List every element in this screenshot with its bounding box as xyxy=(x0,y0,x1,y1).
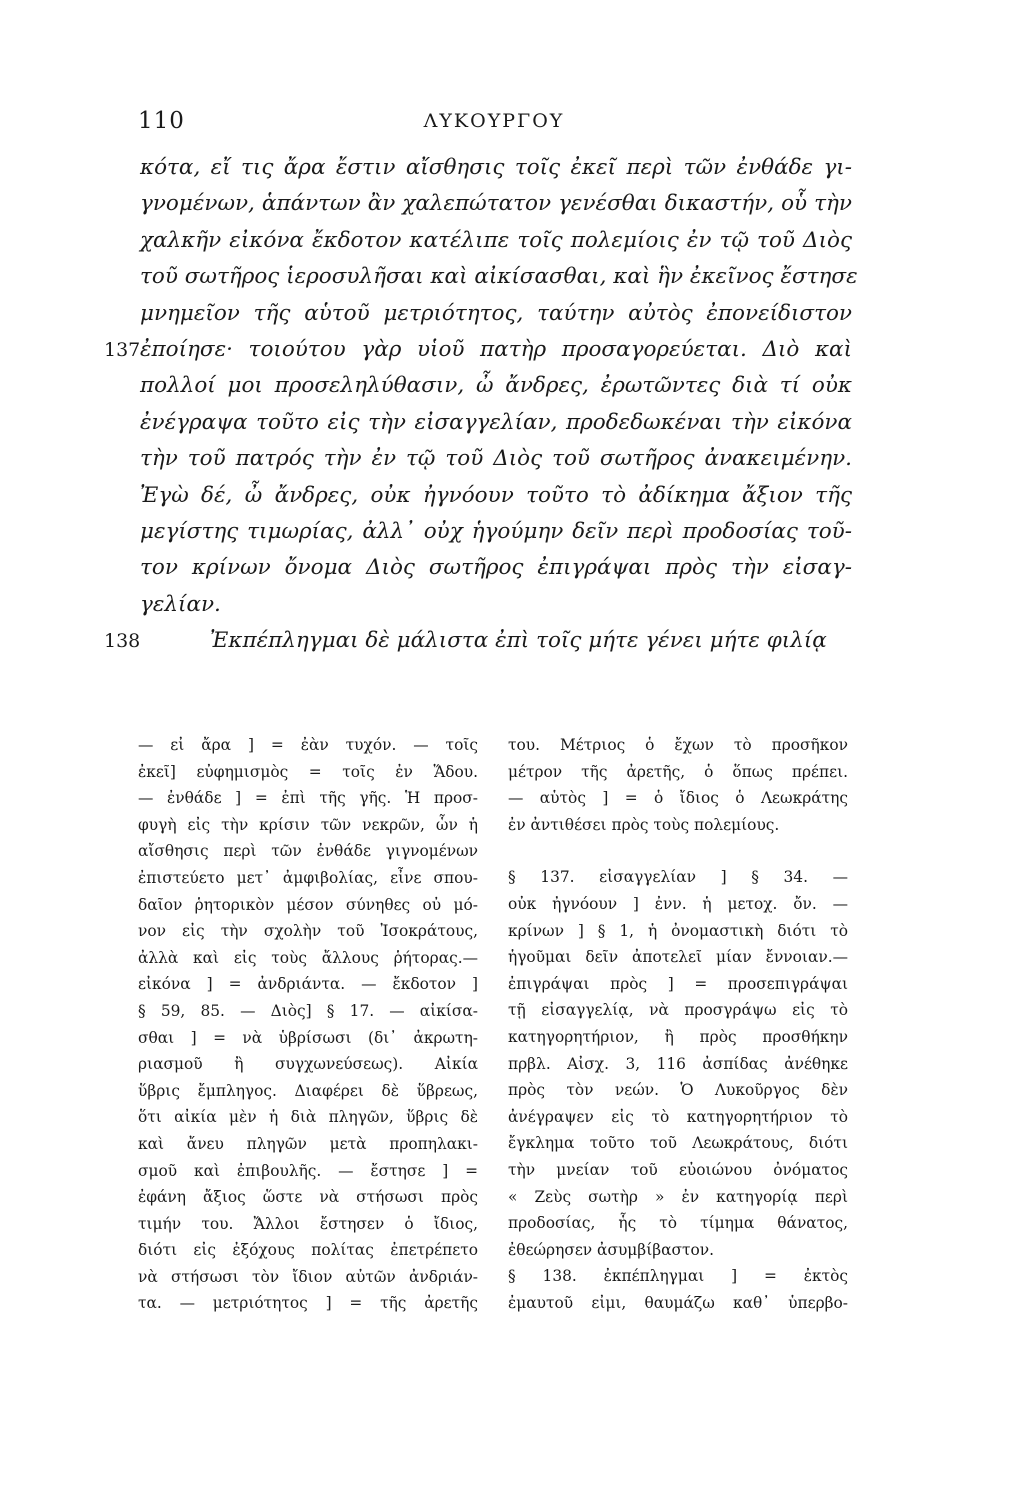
text-line: τὴν τοῦ πατρός τὴν ἐν τῷ τοῦ Διὸς τοῦ σωτῆρος ἀνακειμένην. xyxy=(140,446,852,472)
note-line: — αὑτὸς ] = ὁ ἴδιος ὁ Λεωκράτης xyxy=(508,789,848,808)
text-line-with-marker xyxy=(104,332,852,368)
text-line-content: ἐποίησε· τοιούτου γὰρ υἱοῦ πατὴρ προσαγορεύεται. Διὸ καὶ xyxy=(140,336,852,362)
note-line: ἐθεώρησεν ἀσυμβίβαστον. xyxy=(508,1240,715,1259)
text-line: τοῦ σωτῆρος ἱεροσυλῆσαι καὶ αἰκίσασθαι, καὶ ἣν ἐκεῖνος ἔστησε xyxy=(140,264,858,290)
note-line: ἐπιστεύετο μετ᾽ ἀμφιβολίας, εἶνε σπου- xyxy=(138,868,478,887)
note-line: ἐκεῖ] εὐφημισμὸς = τοῖς ἐν Ἅδου. xyxy=(138,762,478,781)
note-line: προδοσίας, ἧς τὸ τίμημα θάνατος, xyxy=(508,1214,848,1233)
text-line: τον κρίνων ὄνομα Διὸς σωτῆρος ἐπιγράψαι πρὸς τὴν εἰσαγ- xyxy=(140,555,852,581)
note-line: οὐκ ἠγνόουν ] ἐνν. ἡ μετοχ. ὄν. — xyxy=(508,894,848,913)
note-line: τα. — μετριότητος ] = τῆς ἀρετῆς xyxy=(138,1294,478,1313)
note-line: πρὸς τὸν νεών. Ὁ Λυκοῦργος δὲν xyxy=(508,1081,848,1100)
note-line: ἔγκλημα τοῦτο τοῦ Λεωκράτους, διότι xyxy=(508,1134,848,1153)
running-title: ΛΥΚΟΥΡΓΟΥ xyxy=(423,110,565,132)
text-line: γνομένων, ἁπάντων ἂν χαλεπώτατον γενέσθαι δικαστήν, οὗ τὴν xyxy=(140,191,852,217)
note-line: ἐν ἀντιθέσει πρὸς τοὺς πολεμίους. xyxy=(508,815,780,834)
note-line: ὕβρις ἔμπληγος. Διαφέρει δὲ ὕβρεως, xyxy=(138,1081,478,1100)
note-line: δαῖον ῥητορικὸν μέσον σύνηθες οὐ μό- xyxy=(138,895,478,914)
note-line: ἐφάνη ἄξιος ὥστε νὰ στήσωσι πρὸς xyxy=(138,1188,478,1207)
page-header xyxy=(138,108,850,138)
note-line: νον εἰς τὴν σχολὴν τοῦ Ἰσοκράτους, xyxy=(138,922,478,941)
note-line: πρβλ. Αἰσχ. 3, 116 ἀσπίδας ἀνέθηκε xyxy=(508,1054,848,1073)
note-line: ριασμοῦ ἢ συγχωνεύσεως). Αἰκία xyxy=(138,1055,478,1074)
note-line: εἰκόνα ] = ἀνδριάντα. — ἔκδοτον ] xyxy=(138,975,478,994)
note-line: αἴσθησις περὶ τῶν ἐνθάδε γιγνομένων xyxy=(138,842,478,861)
note-line: ἡγοῦμαι δεῖν ἀποτελεῖ μίαν ἔννοιαν.— xyxy=(508,948,848,967)
text-line: ἐνέγραψα τοῦτο εἰς τὴν εἰσαγγελίαν, προδεδωκέναι τὴν εἰκόνα xyxy=(140,409,852,435)
note-line: μέτρον τῆς ἀρετῆς, ὁ ὅπως πρέπει. xyxy=(508,762,848,781)
note-line: σθαι ] = νὰ ὑβρίσωσι (δι᾽ ἀκρωτη- xyxy=(138,1028,478,1047)
notes-column-left xyxy=(138,732,478,1317)
text-line: πολλοί μοι προσεληλύθασιν, ὦ ἄνδρες, ἐρωτῶντες διὰ τί οὐκ xyxy=(140,373,852,399)
note-line: ἐπιγράψαι πρὸς ] = προσεπιγράψαι xyxy=(508,974,848,993)
text-line-content: Ἐκπέπληγμαι δὲ μάλιστα ἐπὶ τοῖς μήτε γένει μήτε φιλίᾳ xyxy=(210,628,827,654)
text-line: κότα, εἴ τις ἄρα ἔστιν αἴσθησις τοῖς ἐκεῖ περὶ τῶν ἐνθάδε γι- xyxy=(140,155,852,180)
text-line: μνημεῖον τῆς αὑτοῦ μετριότητος, ταύτην αὐτὸς ἐπονείδιστον xyxy=(140,300,852,326)
note-line: « Ζεὺς σωτὴρ » ἐν κατηγορίᾳ περὶ xyxy=(508,1187,848,1206)
note-line: κατηγορητήριον, ἢ πρὸς προσθήκην xyxy=(508,1027,848,1046)
section-marker-138: 138 xyxy=(104,630,141,653)
note-line: § 59, 85. — Διὸς] § 17. — αἰκίσα- xyxy=(138,1001,478,1020)
note-line: — εἰ ἄρα ] = ἐὰν τυχόν. — τοῖς xyxy=(138,736,478,754)
note-line: τὴν μνείαν τοῦ εὐοιώνου ὀνόματος xyxy=(508,1160,848,1179)
text-line: χαλκῆν εἰκόνα ἔκδοτον κατέλιπε τοῖς πολεμίοις ἐν τῷ τοῦ Διὸς xyxy=(140,227,852,253)
note-line: του. Μέτριος ὁ ἔχων τὸ προσῆκον xyxy=(508,736,848,754)
note-line: κρίνων ] § 1, ἡ ὀνομαστικὴ διότι τὸ xyxy=(508,921,848,940)
note-line: — ἐνθάδε ] = ἐπὶ τῆς γῆς. Ἡ προσ- xyxy=(138,789,478,808)
note-line: ὅτι αἰκία μὲν ἡ διὰ πληγῶν, ὕβρις δὲ xyxy=(138,1108,478,1127)
notes-column-right xyxy=(508,732,848,1316)
note-line: σμοῦ καὶ ἐπιβουλῆς. — ἔστησε ] = xyxy=(138,1161,478,1180)
note-line: φυγὴ εἰς τὴν κρίσιν τῶν νεκρῶν, ὧν ἡ xyxy=(138,815,478,834)
note-line: § 137. εἰσαγγελίαν ] § 34. — xyxy=(508,868,848,887)
note-line: ἀνέγραψεν εἰς τὸ κατηγορητήριον τὸ xyxy=(508,1107,848,1126)
page-number: 110 xyxy=(138,108,185,134)
text-line: Ἐγὼ δέ, ὦ ἄνδρες, οὐκ ἠγνόουν τοῦτο τὸ ἀδίκημα ἄξιον τῆς xyxy=(140,482,852,508)
main-text xyxy=(104,150,858,659)
section-marker-137: 137 xyxy=(104,338,141,361)
note-line: τῇ εἰσαγγελίᾳ, νὰ προσγράψω εἰς τὸ xyxy=(508,1001,848,1020)
note-line: νὰ στήσωσι τὸν ἴδιον αὐτῶν ἀνδριάν- xyxy=(138,1267,478,1286)
note-line: § 138. ἐκπέπληγμαι ] = ἐκτὸς xyxy=(508,1267,848,1286)
text-line: γελίαν. xyxy=(140,591,221,617)
text-line: μεγίστης τιμωρίας, ἀλλ᾽ οὐχ ἡγούμην δεῖν περὶ προδοσίας τοῦ- xyxy=(140,518,852,544)
text-line-with-marker xyxy=(104,623,852,659)
note-line: τιμήν του. Ἄλλοι ἔστησεν ὁ ἴδιος, xyxy=(138,1214,478,1233)
note-line: ἀλλὰ καὶ εἰς τοὺς ἄλλους ῥήτορας.— xyxy=(138,948,478,967)
note-line: ἐμαυτοῦ εἰμι, θαυμάζω καθ᾽ ὑπερβο- xyxy=(508,1293,848,1312)
note-line: καὶ ἄνευ πληγῶν μετὰ προπηλακι- xyxy=(138,1134,478,1153)
note-line: διότι εἰς ἐξόχους πολίτας ἐπετρέπετο xyxy=(138,1241,478,1260)
